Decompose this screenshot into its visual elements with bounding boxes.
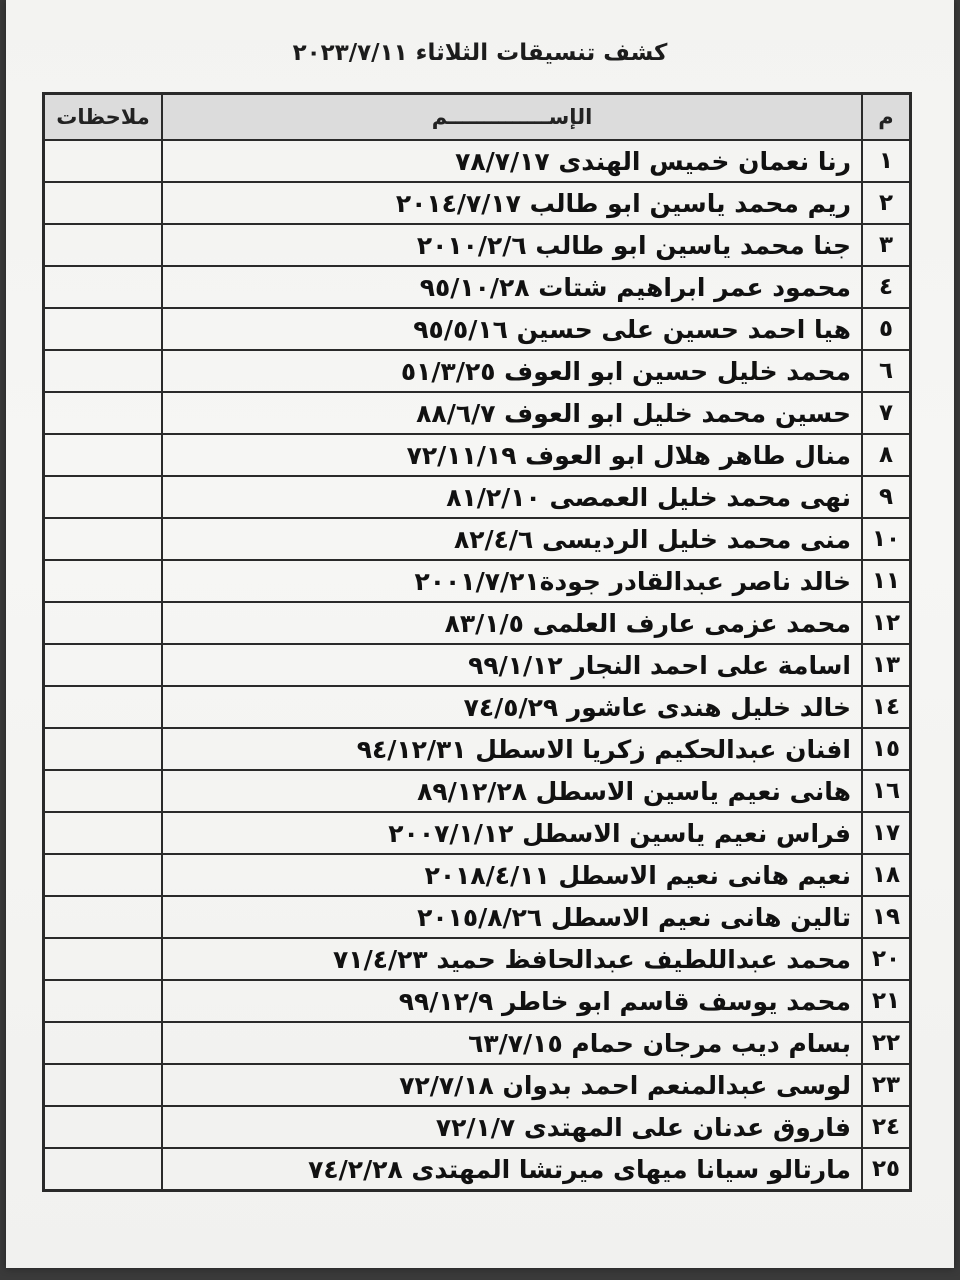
row-notes (44, 518, 163, 560)
table-header-row (44, 94, 911, 141)
row-number: ١٥ (862, 728, 911, 770)
table-row (44, 266, 911, 308)
table-row (44, 434, 911, 476)
row-name: خالد ناصر عبدالقادر جودة٢٠٠١/٧/٢١ (162, 560, 862, 602)
table-row (44, 728, 911, 770)
names-table (42, 92, 912, 1192)
row-number: ٨ (862, 434, 911, 476)
row-name: حسين محمد خليل ابو العوف ٨٨/٦/٧ (162, 392, 862, 434)
row-name: محمد يوسف قاسم ابو خاطر ٩٩/١٢/٩ (162, 980, 862, 1022)
row-notes (44, 686, 163, 728)
row-notes (44, 392, 163, 434)
row-notes (44, 308, 163, 350)
row-name: محمد عزمى عارف العلمى ٨٣/١/٥ (162, 602, 862, 644)
row-notes (44, 1106, 163, 1148)
row-number: ١٨ (862, 854, 911, 896)
row-notes (44, 854, 163, 896)
table-row (44, 518, 911, 560)
row-number: ٢١ (862, 980, 911, 1022)
row-notes (44, 434, 163, 476)
header-notes: ملاحظات (44, 94, 163, 141)
row-number: ٥ (862, 308, 911, 350)
row-number: ١١ (862, 560, 911, 602)
row-notes (44, 350, 163, 392)
row-notes (44, 644, 163, 686)
row-name: محمد عبداللطيف عبدالحافظ حميد ٧١/٤/٢٣ (162, 938, 862, 980)
table-row (44, 182, 911, 224)
row-notes (44, 812, 163, 854)
row-notes (44, 896, 163, 938)
row-number: ١٩ (862, 896, 911, 938)
row-name: خالد خليل هندى عاشور ٧٤/٥/٢٩ (162, 686, 862, 728)
row-number: ٢ (862, 182, 911, 224)
row-number: ٢٥ (862, 1148, 911, 1191)
row-number: ٢٢ (862, 1022, 911, 1064)
row-name: اسامة على احمد النجار ٩٩/١/١٢ (162, 644, 862, 686)
row-notes (44, 1148, 163, 1191)
row-name: لوسى عبدالمنعم احمد بدوان ٧٢/٧/١٨ (162, 1064, 862, 1106)
table-row (44, 1022, 911, 1064)
table-row (44, 770, 911, 812)
row-name: نعيم هانى نعيم الاسطل ٢٠١٨/٤/١١ (162, 854, 862, 896)
row-notes (44, 224, 163, 266)
table-row (44, 560, 911, 602)
row-number: ٢٠ (862, 938, 911, 980)
header-number: م (862, 94, 911, 141)
row-name: افنان عبدالحكيم زكريا الاسطل ٩٤/١٢/٣١ (162, 728, 862, 770)
row-name: محمد خليل حسين ابو العوف ٥١/٣/٢٥ (162, 350, 862, 392)
table-row (44, 140, 911, 182)
table-row (44, 686, 911, 728)
row-name: نهى محمد خليل العمصى ٨١/٢/١٠ (162, 476, 862, 518)
row-number: ٢٣ (862, 1064, 911, 1106)
row-name: رنا نعمان خميس الهندى ٧٨/٧/١٧ (162, 140, 862, 182)
row-notes (44, 728, 163, 770)
row-number: ٣ (862, 224, 911, 266)
table-row (44, 392, 911, 434)
row-name: مارتالو سيانا ميهاى ميرتشا المهتدى ٧٤/٢/٢٨ (162, 1148, 862, 1191)
table-row (44, 1064, 911, 1106)
table-row (44, 896, 911, 938)
table-row (44, 602, 911, 644)
row-notes (44, 980, 163, 1022)
row-name: بسام ديب مرجان حمام ٦٣/٧/١٥ (162, 1022, 862, 1064)
row-notes (44, 476, 163, 518)
table-row (44, 854, 911, 896)
row-number: ١٦ (862, 770, 911, 812)
row-notes (44, 602, 163, 644)
row-notes (44, 140, 163, 182)
row-number: ١ (862, 140, 911, 182)
table-row (44, 1148, 911, 1191)
row-name: جنا محمد ياسين ابو طالب ٢٠١٠/٢/٦ (162, 224, 862, 266)
row-number: ٢٤ (862, 1106, 911, 1148)
row-notes (44, 938, 163, 980)
row-name: ريم محمد ياسين ابو طالب ٢٠١٤/٧/١٧ (162, 182, 862, 224)
table-row (44, 938, 911, 980)
table-row (44, 980, 911, 1022)
row-notes (44, 1022, 163, 1064)
row-number: ٧ (862, 392, 911, 434)
row-name: هيا احمد حسين على حسين ٩٥/٥/١٦ (162, 308, 862, 350)
row-name: فراس نعيم ياسين الاسطل ٢٠٠٧/١/١٢ (162, 812, 862, 854)
row-notes (44, 266, 163, 308)
row-notes (44, 182, 163, 224)
table-row (44, 350, 911, 392)
row-number: ٦ (862, 350, 911, 392)
table-row (44, 476, 911, 518)
row-number: ٤ (862, 266, 911, 308)
row-number: ١٢ (862, 602, 911, 644)
table-row (44, 1106, 911, 1148)
document-page (6, 0, 954, 1268)
row-notes (44, 560, 163, 602)
row-number: ١٣ (862, 644, 911, 686)
row-notes (44, 1064, 163, 1106)
table-row (44, 224, 911, 266)
row-name: منال طاهر هلال ابو العوف ٧٢/١١/١٩ (162, 434, 862, 476)
row-number: ١٧ (862, 812, 911, 854)
row-notes (44, 770, 163, 812)
row-name: هانى نعيم ياسين الاسطل ٨٩/١٢/٢٨ (162, 770, 862, 812)
row-number: ١٠ (862, 518, 911, 560)
row-name: منى محمد خليل الرديسى ٨٢/٤/٦ (162, 518, 862, 560)
header-name: الإســــــــــــــم (162, 94, 862, 141)
table-row (44, 308, 911, 350)
row-name: فاروق عدنان على المهتدى ٧٢/١/٧ (162, 1106, 862, 1148)
row-number: ١٤ (862, 686, 911, 728)
document-title: كشف تنسيقات الثلاثاء ٢٠٢٣/٧/١١ (292, 40, 668, 66)
table-row (44, 644, 911, 686)
row-name: تالين هانى نعيم الاسطل ٢٠١٥/٨/٢٦ (162, 896, 862, 938)
row-name: محمود عمر ابراهيم شتات ٩٥/١٠/٢٨ (162, 266, 862, 308)
table-row (44, 812, 911, 854)
row-number: ٩ (862, 476, 911, 518)
